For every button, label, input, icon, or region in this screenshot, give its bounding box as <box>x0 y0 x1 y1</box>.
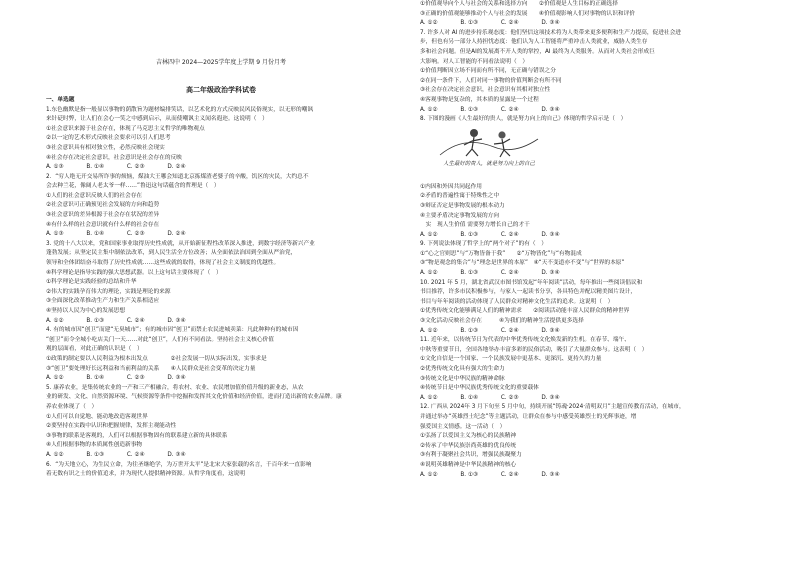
text-line: ③辩证否定是事物发展的根本动力 <box>420 202 505 209</box>
spacer <box>46 19 396 29</box>
text-line: 12. 广西从 2024年 3 月下旬至 5 月中旬，持续开展“铸魂·2024·清明双月”主题宣传教育活动，在城市， <box>420 404 685 411</box>
spacer <box>46 0 396 10</box>
text-line: 1.东色幽默是指一般显以事物的荫散旨为题材编排笑话，以艺术化的方式反映民风民俗现实，以无形的嘲讽 <box>46 106 314 113</box>
text-line: 书目与年年阅读的活动体现了人民群众对精神文化生活的追求。这说明（ ） <box>420 298 614 305</box>
text-line: ①内因和外因共同起作用 <box>420 183 482 190</box>
text-line: ④坚持以人民为中心的发展思想 <box>46 308 126 314</box>
text-line: 领导和全体团结奋斗取得了历史性成就……这些成就的取得，体现了社会主义制度的优越性。 <box>46 260 280 267</box>
text-line: 书目推荐，许多市民积极参与，与家人一起读书分享，各具特色并配以精美图片设计， <box>420 289 637 296</box>
text-line: 9. 下列说法体现了哲学上的“两个对子”的有（ ） <box>420 241 547 248</box>
text-line: ④科学理论是指导实践的强大思想武器。以上这句话主要体现了（ ） <box>46 269 222 276</box>
text-line: 会去种兰花，像阔人老太爷一样……”鲁迅这句话蕴含的哲理是（ ） <box>46 183 220 190</box>
right-column <box>420 0 770 480</box>
text-line: 6．“为天地立心，为生民立命，为往圣继绝学，为万世开太平”是北宋大家张载的名言，千百年来一直影响 <box>46 461 312 468</box>
left-column <box>46 0 396 480</box>
text-line: ①“心之官则思”与“万物皆备于我” ②“万物皆化”与“有物混成 <box>420 250 582 257</box>
text-line: A. ①② B. ①③ C. ②④ D. ③④ <box>46 317 186 324</box>
text-line: ②伟大的实践孕育伟大的理论，实践是理论的来源 <box>46 288 171 295</box>
text-line: ①人们可以自觉地、能动地改造客观世界 <box>46 413 148 420</box>
text-line: 强爱国主义情感。这一活动（ ） <box>420 423 506 430</box>
text-line: ①人们的社会意识反映人们的社会存在 <box>46 192 143 199</box>
text-line: 5. 康养农业，是集传统农业的一产和三产相融合，将农村、农业、农民增加值价值升级的新业态，从农 <box>46 384 304 391</box>
text-line: 养农业体现了（ ） <box>46 403 98 410</box>
text-line: 11. 近年来，以传统节日为代表的中华优秀传统文化焕发新的生机。在春节、端午、 <box>420 337 630 344</box>
text-line: ②在同一条件下，人们对同一事物的价值判断会有所不同 <box>420 77 562 84</box>
text-line: ③全面深化改革推动生产力和生产关系相适应 <box>46 298 160 305</box>
text-line: ①政策的制定要以人民利益为根本出发点 ②社会发展一切从实际出发，实事求是 <box>46 355 267 362</box>
text-line: A. ①② B. ①③ C. ②④ D. ③④ <box>420 106 560 113</box>
text-line: ③社会意识的差异根源于社会存在状况的差异 <box>46 212 160 219</box>
text-line: 观的层面看，对此正确的认识是（ ） <box>46 346 143 353</box>
text-line: A. ①③ B. ①④ C. ②③ D. ②④ <box>46 231 186 238</box>
text-line: ②矛盾的普遍性寓于特殊性之中 <box>420 193 500 200</box>
text-line: A. ①② B. ①④ C. ②③ D. ③④ <box>420 394 560 401</box>
page-title: 高二年级政治学科试卷 <box>186 86 256 95</box>
text-line: ②以一定的艺术形式反映社会要求可以引人们思考 <box>46 135 171 142</box>
text-line: ③事物的联系是客观的，人们可以根据事物固有的联系建立新的具体联系 <box>46 432 228 439</box>
text-line: 业的研发、文化、自然资源环境、气候资源等条件中挖掘和发挥其文化价值和经济价值，进而打造出新的农业品牌。康 <box>46 394 342 401</box>
cartoon-figure-icon <box>434 125 554 159</box>
page-title: 吉林四中 2024—2025学年度上学期 9 月份月考 <box>155 58 287 66</box>
text-line: ①价值观导向个人与社会的关系和选择方向 ②价值观是人生目标的正确选择 <box>420 1 618 7</box>
text-line: ①文化自信是一个国家、一个民族发展中更基本、更深沉、更持久的力量 <box>420 356 602 363</box>
text-line: ③社会存在决定社会意识，社会意识有其相对独立性 <box>420 87 551 94</box>
spacer <box>46 77 396 87</box>
text-line: ③文化活动反映社会存在 ④为我们的精神生活提供更多选择 <box>420 318 584 325</box>
text-line: ④传统节日是中华民族优秀传统文化的重要载体 <box>420 385 539 392</box>
text-line: ②社会意识可正确预见社会发展的方向和趋势 <box>46 202 160 209</box>
text-line: A. ①② B. ①④ C. ②③ D. ③④ <box>46 375 186 382</box>
text-line: 大影响。对人工智能的不同看法说明（ ） <box>420 58 529 65</box>
text-line: 一、单选题 <box>46 96 75 103</box>
text-line: A. ①② B. ①③ C. ②④ D. ③④ <box>420 270 560 277</box>
text-line: ①社会意识来源于社会存在，体现了马克思主义哲学的唯物观点 <box>46 125 205 132</box>
text-line: ③“创卫”要处理好长远利益和当前利益的关系 ④人民群众是社会变革的决定力量 <box>46 365 256 372</box>
text-line: ③传统文化是中华民族的精神命脉 <box>420 375 505 382</box>
text-line: 8. 下图的漫画《人生最好的贵人，就是努力向上的自己》体现的哲学启示是（ ） <box>420 116 627 123</box>
text-line: ④社会存在决定社会意识，社会意识是社会存在的反映 <box>46 154 182 161</box>
text-line: ①价值判断因立场不同而有所不同，无正确与错误之分 <box>420 68 556 75</box>
text-line: ④说明英雄精神是中华民族精神的核心 <box>420 461 517 468</box>
spacer <box>46 67 396 77</box>
text-line: 7. 许多人对 AI 的进步持乐观态度：他们坚信这项技术将为人类带来更多便利和生产力提高，促进社会进 <box>420 29 681 36</box>
text-line: A. ①② B. ①③ C. ②④ D. ③④ <box>420 231 560 238</box>
text-line: 4. 有的城市因“创卫”而建“无臭城市”；有的城市因“创卫”而禁止农民进城卖菜：凡此种种有的城市因 <box>46 327 299 334</box>
text-line: 蓬勃发展；从坚定民主集中制依法改革，到人民生活全方位改善；从全面依法治国到全面从严治党， <box>46 250 297 257</box>
text-line: ①优秀传统文化能够满足人们的精神需求 ②阅读活动能丰富人民群众的精神世界 <box>420 308 630 315</box>
text-line: 中秋等重要节日，全国各地举办丰富多彩的民俗活动，吸引了大量群众参与。这表明（ ） <box>420 346 648 353</box>
text-line: 着无数有识之士的价值追求，并为现代人提供精神资源。从哲学角度看，这说明 <box>46 471 246 478</box>
spacer <box>46 10 396 20</box>
text-line: 来针砭时弊，让人们在会心一笑之中感到启示，从而使嘲讽主义闻名遐迩。这说明（ ） <box>46 116 268 123</box>
text-line: A. ①② B. ①③ C. ②④ D. ③④ <box>420 20 560 27</box>
cartoon-caption: 人生最好的贵人，就是努力向上的自己 <box>443 160 535 167</box>
text-line: ④人们根据事物的本质属性创造新事物 <box>46 442 143 449</box>
text-line: “创卫”而令全城小吃店关门一天……对此“创卫”，人们有不同看法。坚持社会主义核心价值 <box>46 336 274 343</box>
cartoon-illustration <box>434 125 584 183</box>
text-line: A. ①② B. ①③ C. ②④ D. ③④ <box>420 327 560 334</box>
text-line: ②要坚持在实践中认识和把握规律，发挥主观能动性 <box>46 423 177 430</box>
spacer <box>46 38 396 48</box>
text-line: A. ①② B. ①③ C. ②④ D. ③④ <box>46 451 186 458</box>
text-line: ④客观事物是复杂的，其本质的显露是一个过程 <box>420 96 539 103</box>
text-line: 多和社会问题。但是AI的发展离不开人类的掌控，AI 最终为人类服务。从而对人类社会形成巨 <box>420 48 655 55</box>
spacer <box>46 48 396 58</box>
text-line: A. ①② B. ①③ C. ②④ D. ③④ <box>420 471 560 478</box>
text-line: ③“物是观念的集合”与“理念是世界的本原” ④“天不变道亦不变”与“世界的本原” <box>420 260 625 267</box>
text-line: ③正确的价值观能够推动个人与社会的发展 ④价值观影响人们对事物的认识和评价 <box>420 10 635 17</box>
text-line: ④主要矛盾决定事物发展的方向 <box>420 212 500 219</box>
text-line: A. ①③ B. ①④ C. ②③ D. ②④ <box>46 164 186 171</box>
text-line: ②优秀传统文化具有强大的生命力 <box>420 366 505 372</box>
text-line: 步，但也有另一部分人持担忧态度：他们认为人工智能将严重冲击人类就业，威胁人类生存 <box>420 39 648 46</box>
text-line: 实 现人生价值 需要努力增长自己的才干 <box>420 222 530 229</box>
text-line: 10. 2021 年 5 月，湖北省武汉市图书馆发起“年年阅读”活动，每年推出一些阅读倡议和 <box>420 279 643 286</box>
text-line: ②传承了中华民族崇尚英雄的优良传统 <box>420 442 517 449</box>
text-line: 2．“穷人绝无开交易所诈事的烦恼，煤油大王哪会知道北京拣煤渣老婆子的辛酸，饥区的灾民，大约总不 <box>46 173 309 180</box>
spacer <box>46 29 396 39</box>
text-line: ③社会意识具有相对独立性，必然反映社会现实 <box>46 144 165 151</box>
text-line: ③有利于凝聚社会共识，增强民族凝聚力 <box>420 452 522 459</box>
text-line: 3. 党的十八大以来，党和国家事业取得历史性成就，从开始新征程性改革深入推进，到数字经济等新兴产业 <box>46 240 315 247</box>
text-line: ①科学理论是实践经验的总结和升华 <box>46 279 137 286</box>
text-line: ①弘扬了以爱国主义为核心的民族精神 <box>420 433 517 440</box>
text-line: 并通过举办“英雄烈士纪念”等主题活动，让群众在参与中感受英雄烈士的光辉事迹，增 <box>420 413 637 420</box>
text-line: ④有什么样的社会意识就有什么样的社会存在 <box>46 221 160 228</box>
